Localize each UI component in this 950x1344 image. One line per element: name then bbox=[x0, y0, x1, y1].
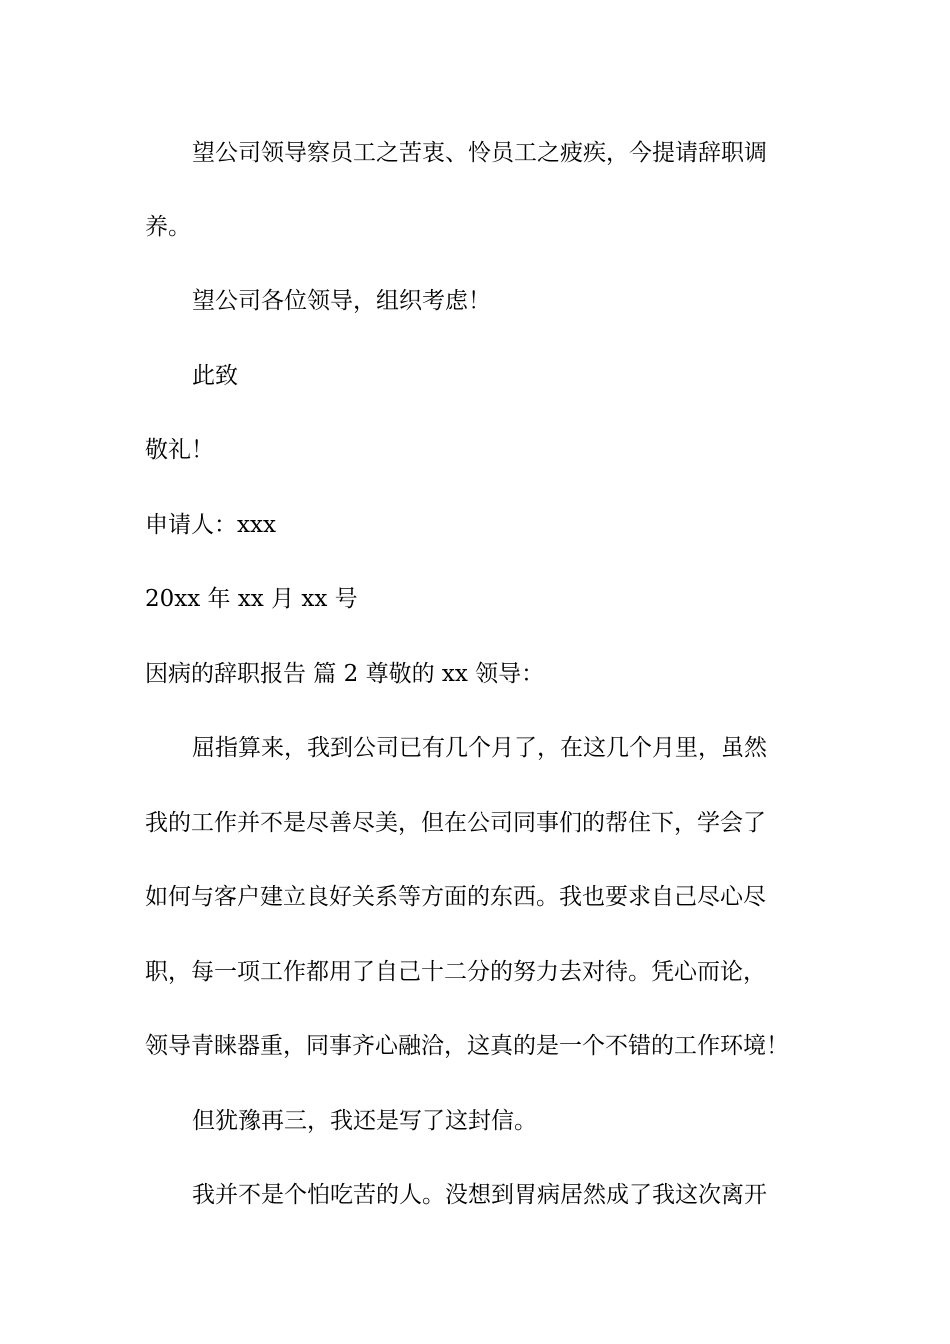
paragraph-line: 职，每一项工作都用了自己十二分的努力去对待。凭心而论， bbox=[145, 959, 766, 985]
paragraph-line: 我的工作并不是尽善尽美，但在公司同事们的帮住下，学会了 bbox=[145, 810, 766, 836]
paragraph-line: 我并不是个怕吃苦的人。没想到胃病居然成了我这次离开 bbox=[192, 1182, 767, 1208]
paragraph-line: 望公司各位领导，组织考虑！ bbox=[192, 288, 491, 314]
paragraph-line: 养。 bbox=[145, 214, 191, 240]
closing-line: 此致 bbox=[192, 363, 238, 389]
applicant-line: 申请人：xxx bbox=[145, 512, 276, 538]
paragraph-line: 领导青睐器重，同事齐心融洽，这真的是一个不错的工作环境！ bbox=[145, 1033, 789, 1059]
paragraph-line: 望公司领导察员工之苦衷、怜员工之疲疾，今提请辞职调 bbox=[192, 140, 767, 166]
salutation-line: 敬礼！ bbox=[145, 437, 214, 463]
paragraph-line: 如何与客户建立良好关系等方面的东西。我也要求自己尽心尽 bbox=[145, 884, 766, 910]
paragraph-line: 屈指算来，我到公司已有几个月了，在这几个月里，虽然 bbox=[192, 735, 767, 761]
section-heading-line: 因病的辞职报告 篇 2 尊敬的 xx 领导： bbox=[145, 661, 545, 687]
date-line: 20xx 年 xx 月 xx 号 bbox=[145, 586, 358, 612]
paragraph-line: 但犹豫再三，我还是写了这封信。 bbox=[192, 1108, 537, 1134]
